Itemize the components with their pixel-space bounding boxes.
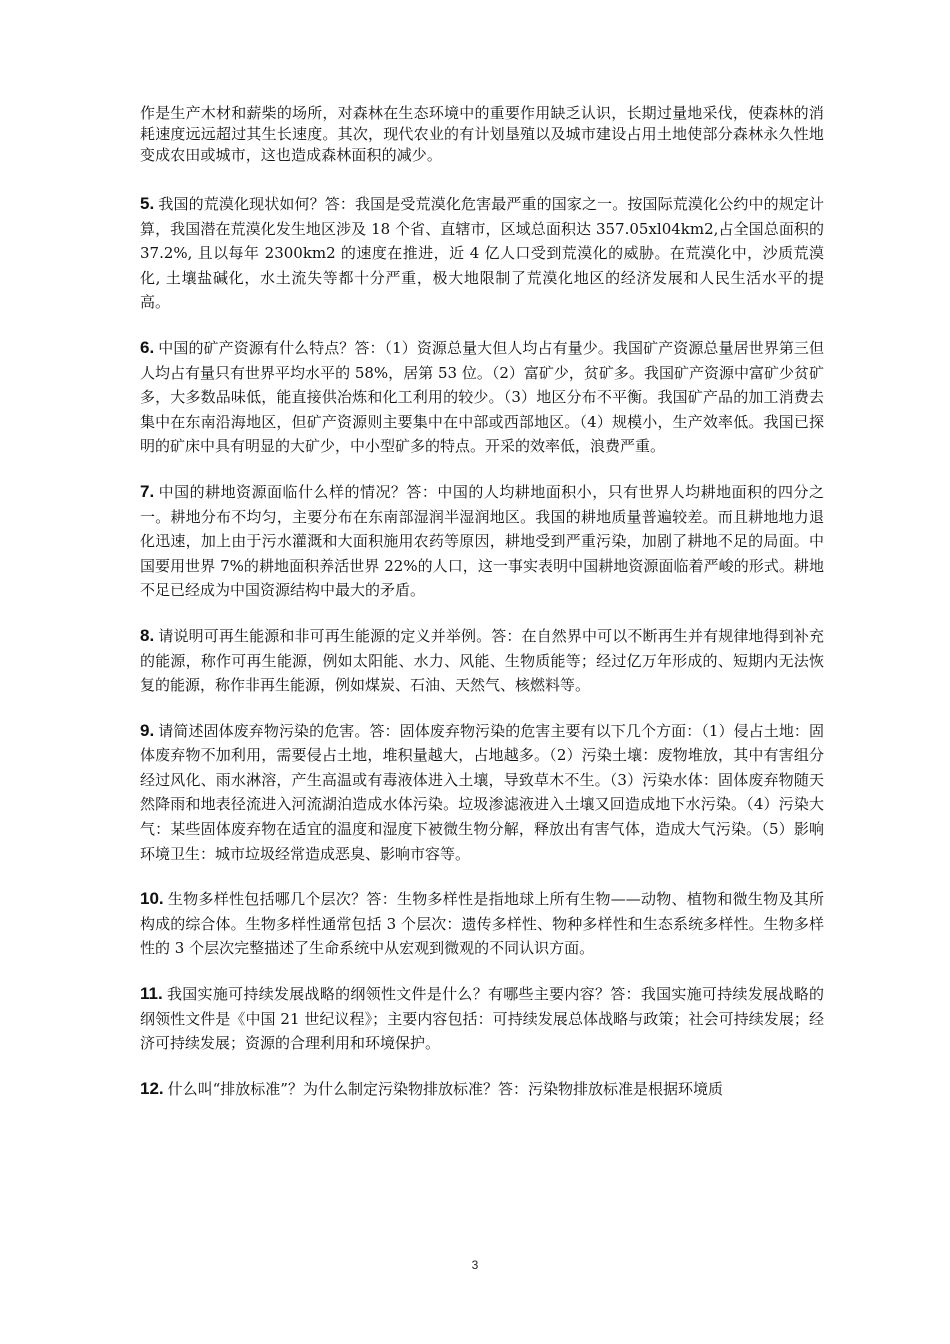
question-8 [140,624,824,698]
question-number: 9. [140,720,155,740]
question-12 [140,1077,824,1102]
question-number: 6. [140,337,155,357]
question-text: 请说明可再生能源和非可再生能源的定义并举例。答：在自然界中可以不断再生并有规律地得到补充的能源，称作可再生能源，例如太阳能、水力、风能、生物质能等；经过亿万年形成的、短期内无法恢复的能源，称作非再生能源，例如煤炭、石油、天然气、核燃料等。 [140,626,824,695]
question-text: 中国的矿产资源有什么特点？答：（1）资源总量大但人均占有量少。我国矿产资源总量居世界第三但人均占有量只有世界平均水平的 58%，居第 53 位。（2）富矿少，贫矿多。我国矿产资源中富矿少贫矿多，大多数品味低，能直接供冶炼和化工利用的较少。（3）地区分布不平衡。我国矿产品的加工消费去集中在东南沿海地区，但矿产资源则主要集中在中部或西部地区。（4）规模小，生产效率低。我国已探明的矿床中具有明显的大矿少，中小型矿多的特点。开采的效率低，浪费严重。 [140,338,824,456]
document-body [140,103,824,1122]
question-text: 生物多样性包括哪几个层次？答：生物多样性是指地球上所有生物——动物、植物和微生物及其所构成的综合体。生物多样性通常包括 3 个层次：遗传多样性、物种多样性和生态系统多样性。生物多样性的 3 个层次完整描述了生命系统中从宏观到微观的不同认识方面。 [140,890,824,958]
question-number: 11. [140,984,163,1004]
question-text: 请简述固体废弃物污染的危害。答：固体废弃物污染的危害主要有以下几个方面：（1）侵占土地：固体废弃物不加利用，需要侵占土地，堆积量越大，占地越多。（2）污染土壤：废物堆放，其中有害组分经过风化、雨水淋溶，产生高温或有毒液体进入土壤，导致草木不生。（3）污染水体：固体废弃物随天然降雨和地表径流进入河流湖泊造成水体污染。垃圾渗滤液进入土壤又回造成地下水污染。（4）污染大气：某些固体废弃物在适宜的温度和湿度下被微生物分解，释放出有害气体，造成大气污染。（5）影响环境卫生：城市垃圾经常造成恶臭、影响市容等。 [140,721,824,863]
question-7 [140,480,824,603]
question-number: 8. [140,625,155,645]
question-9 [140,719,824,867]
intro-paragraph: 作是生产木材和薪柴的场所，对森林在生态环境中的重要作用缺乏认识，长期过量地采伐，使森林的消耗速度远远超过其生长速度。其次，现代农业的有计划垦殖以及城市建设占用土地使部分森林永久性地变成农田或城市，这也造成森林面积的减少。 [140,104,824,164]
question-number: 5. [140,194,155,213]
question-10 [140,887,824,961]
question-number: 7. [140,481,155,501]
question-number: 10. [140,889,164,909]
question-text: 什么叫“排放标准”？为什么制定污染物排放标准？答：污染物排放标准是根据环境质 [167,1079,723,1098]
question-number: 12. [140,1078,164,1098]
question-5 [140,192,824,315]
page-number: 3 [471,1258,479,1272]
question-text: 我国实施可持续发展战略的纲领性文件是什么？有哪些主要内容？答：我国实施可持续发展战略的纲领性文件是《中国 21 世纪议程》；主要内容包括：可持续发展总体战略与政策；社会可持续发展；经济可持续发展；资源的合理利用和环境保护。 [140,985,824,1053]
question-6 [140,336,824,459]
question-11 [140,982,824,1056]
question-text: 我国的荒漠化现状如何？答：我国是受荒漠化危害最严重的国家之一。按国际荒漠化公约中的规定计算，我国潜在荒漠化发生地区涉及 18 个省、直辖市，区域总面积达 357.05xl04km2,占全国总面积的 37.2%, 且以每年 2300km2 的速度在推进，近 4 亿人口受到荒漠化的威胁。在荒漠化中，沙质荒漠化, 土壤盐碱化，水土流失等都十分严重，极大地限制了荒漠化地区的经济发展和人民生活水平的提高。 [140,195,824,312]
question-text: 中国的耕地资源面临什么样的情况？答：中国的人均耕地面积小，只有世界人均耕地面积的四分之一。耕地分布不均匀，主要分布在东南部湿润半湿润地区。我国的耕地质量普遍较差。而且耕地地力退化迅速，加上由于污水灌溉和大面积施用农药等原因，耕地受到严重污染，加剧了耕地不足的局面。中国要用世界 7%的耕地面积养活世界 22%的人口，这一事实表明中国耕地资源面临着严峻的形式。耕地不足已经成为中国资源结构中最大的矛盾。 [140,482,824,600]
